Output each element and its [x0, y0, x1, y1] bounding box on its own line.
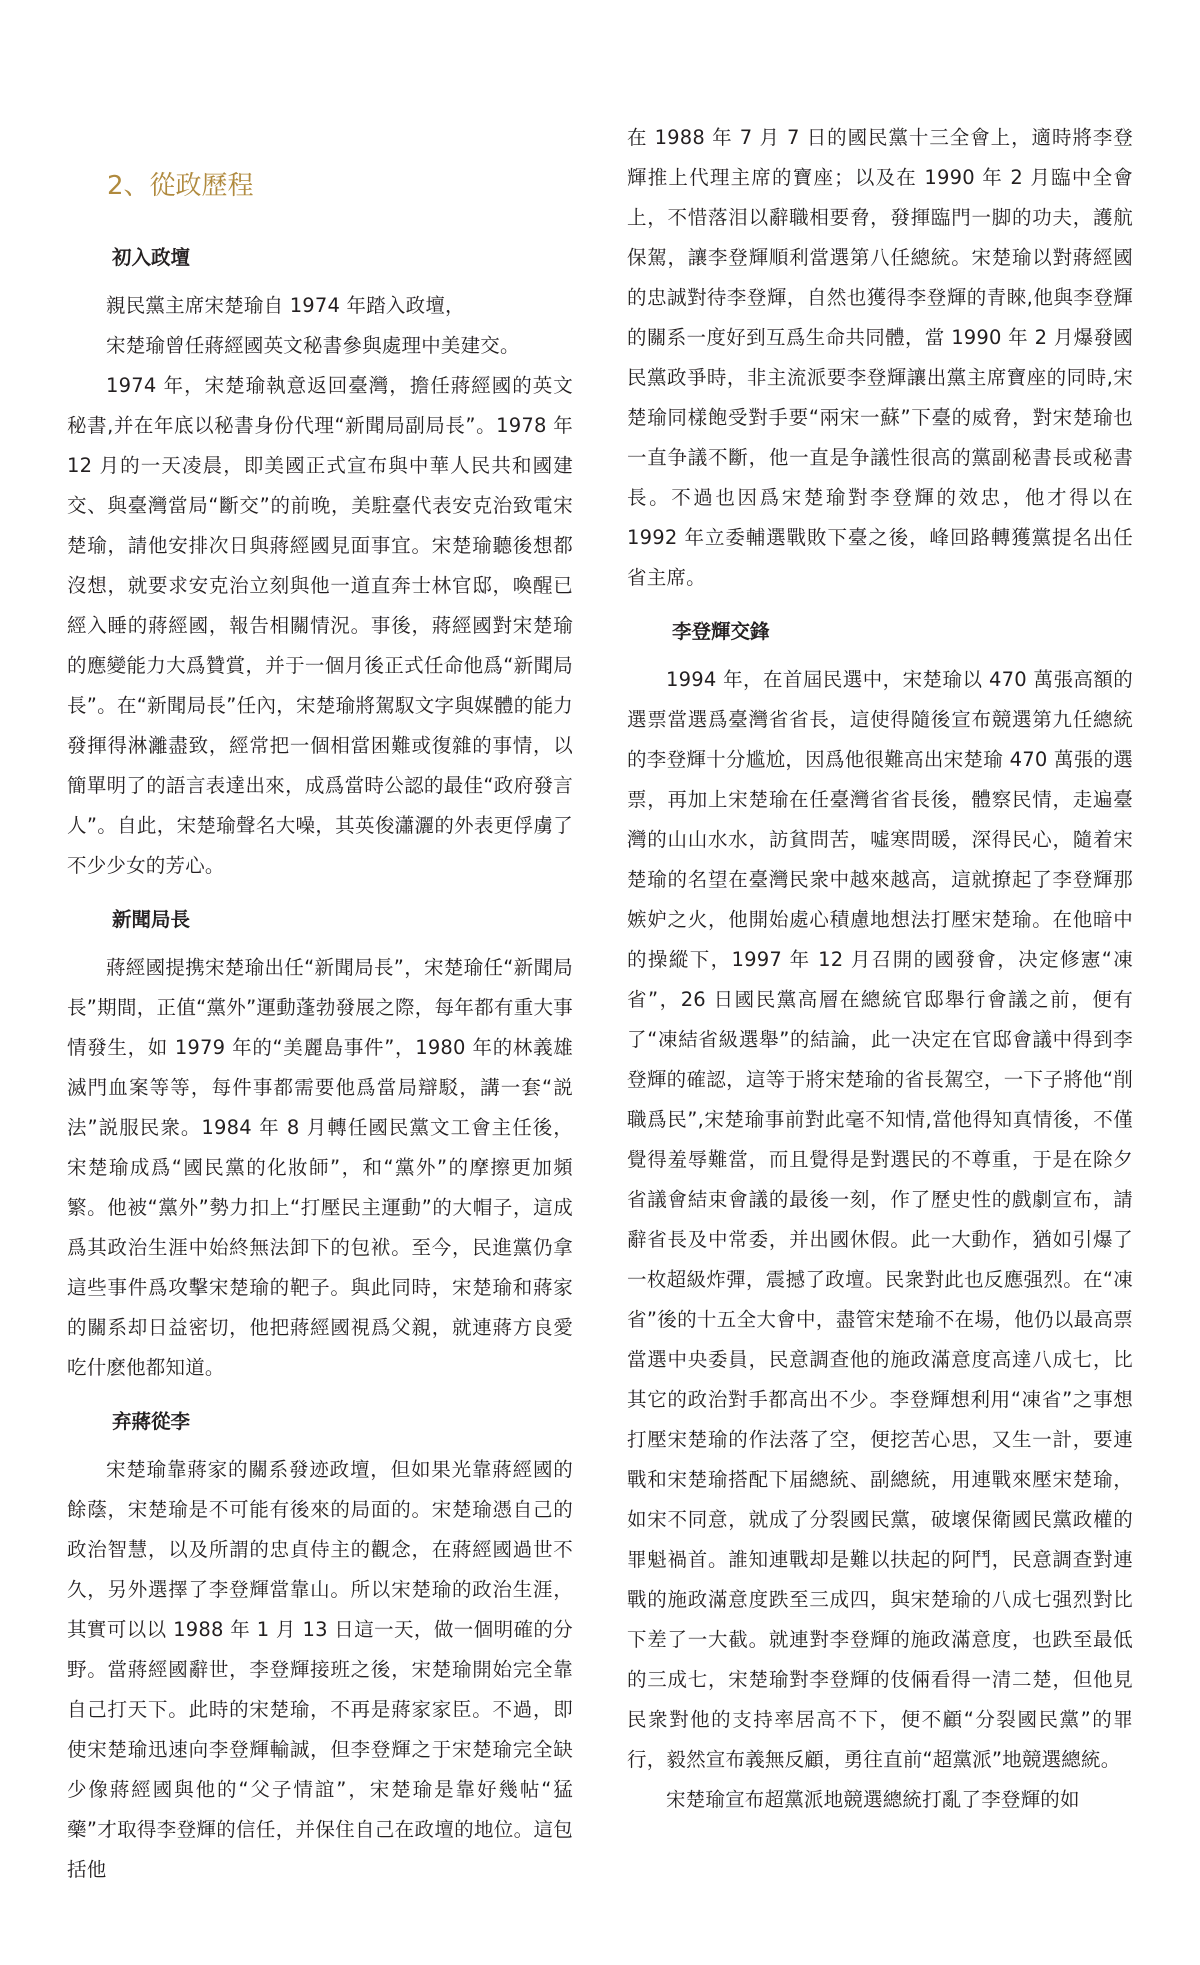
paragraph: 宋楚瑜宣布超黨派地競選總統打亂了李登輝的如	[666, 1788, 1080, 1811]
subhead-entering-politics: 初入政壇	[112, 246, 191, 269]
paragraph: 1994 年，在首屆民選中，宋楚瑜以 470 萬張高額的選票當選爲臺灣省省長，這使得隨後宣布競選第九任總統的李登輝十分尴尬，因爲他很難高出宋楚瑜 470 萬張的選票，再加上宋楚瑜在任臺灣省省長後，體察民情，走遍臺灣的山山水水，訪貧問苦，噓寒問暖，深得民心，隨着宋楚瑜的名望在臺灣民衆中越來越高，這就撩起了李登輝那嫉妒之火，他開始處心積慮地想法打壓宋楚瑜。在他暗中的操縱下，1997 年 12 月召開的國發會，决定修憲“凍省”，26 日國民黨高層在總統官邸舉行會議之前，便有了“凍結省級選舉”的結論，此一决定在官邸會議中得到李登輝的確認，這等于將宋楚瑜的省長駕空，一下子將他“削職爲民”,宋楚瑜事前對此毫不知情,當他得知真情後，不僅覺得羞辱難當，而且覺得是對選民的不尊重，于是在除夕省議會結束會議的最後一刻，作了歷史性的戲劇宣布，請辭省長及中常委，并出國休假。此一大動作，猶如引爆了一枚超級炸彈，震撼了政壇。民衆對此也反應强烈。在“凍省”後的十五全大會中，盡管宋楚瑜不在場，他仍以最高票當選中央委員，民意調查他的施政滿意度高達八成七，比其它的政治對手都高出不少。李登輝想利用“凍省”之事想打壓宋楚瑜的作法落了空，便挖苦心思，又生一計，要連戰和宋楚瑜搭配下届總統、副總統，用連戰來壓宋楚瑜，如宋不同意，就成了分裂國民黨，破壞保衛國民黨政權的罪魁禍首。誰知連戰却是難以扶起的阿鬥，民意調查對連戰的施政滿意度跌至三成四，與宋楚瑜的八成七强烈對比下差了一大截。就連對李登輝的施政滿意度，也跌至最低的三成七，宋楚瑜對李登輝的伎倆看得一清二楚，但他見民衆對他的支持率居高不下，便不顧“分裂國民黨”的罪行，毅然宣布義無反顧，勇往直前“超黨派”地競選總統。	[627, 668, 1133, 1771]
paragraph-continued: 在 1988 年 7 月 7 日的國民黨十三全會上，適時將李登輝推上代理主席的寶座；以及在 1990 年 2 月臨中全會上，不惜落泪以辭職相要脅，發揮臨門一脚的功夫，護航保駕，讓李登輝順利當選第八任總統。宋楚瑜以對蔣經國的忠誠對待李登輝，自然也獲得李登輝的青睞,他與李登輝的關系一度好到互爲生命共同體，當 1990 年 2 月爆發國民黨政爭時，非主流派要李登輝讓出黨主席寶座的同時,宋楚瑜同樣飽受對手要“兩宋一蘇”下臺的威脅，對宋楚瑜也一直争議不斷，他一直是争議性很高的黨副秘書長或秘書長。不過也因爲宋楚瑜對李登輝的效忠，他才得以在 1992 年立委輔選戰敗下臺之後，峰回路轉獲黨提名出任省主席。	[627, 126, 1133, 589]
paragraph: 蔣經國提携宋楚瑜出任“新聞局長”，宋楚瑜任“新聞局長”期間，正值“黨外”運動蓬勃發展之際，每年都有重大事情發生，如 1979 年的“美麗島事件”，1980 年的林義雄滅門血案等等，每件事都需要他爲當局辯駁，講一套“説法”説服民衆。1984 年 8 月轉任國民黨文工會主任後，宋楚瑜成爲“國民黨的化妝師”，和“黨外”的摩擦更加頻繁。他被“黨外”勢力扣上“打壓民主運動”的大帽子，這成爲其政治生涯中始終無法卸下的包袱。至今，民進黨仍拿這些事件爲攻擊宋楚瑜的靶子。與此同時，宋楚瑜和蔣家的關系却日益密切，他把蔣經國視爲父親，就連蔣方良愛吃什麽他都知道。	[67, 956, 573, 1379]
left-column	[67, 160, 573, 1904]
subhead-news-director: 新聞局長	[112, 908, 191, 931]
subhead-abandon-chiang: 弃蔣從李	[112, 1410, 191, 1433]
subhead-clash-with-lee: 李登輝交鋒	[672, 620, 770, 643]
section-title: 2、從政歷程	[107, 171, 254, 201]
paragraph: 宋楚瑜靠蔣家的關系發迹政壇，但如果光靠蔣經國的餘蔭，宋楚瑜是不可能有後來的局面的。宋楚瑜憑自己的政治智慧，以及所謂的忠貞侍主的觀念，在蔣經國過世不久，另外選擇了李登輝當靠山。所以宋楚瑜的政治生涯，其實可以以 1988 年 1 月 13 日這一天，做一個明確的分野。當蔣經國辭世，李登輝接班之後，宋楚瑜開始完全靠自己打天下。此時的宋楚瑜，不再是蔣家家臣。不過，即使宋楚瑜迅速向李登輝輸誠，但李登輝之于宋楚瑜完全缺少像蔣經國與他的“父子情誼”，宋楚瑜是靠好幾帖“猛藥”才取得李登輝的信任，并保住自己在政壇的地位。這包括他	[67, 1458, 573, 1881]
paragraph: 親民黨主席宋楚瑜自 1974 年踏入政壇，	[106, 294, 465, 317]
paragraph: 1974 年，宋楚瑜執意返回臺灣，擔任蔣經國的英文秘書,并在年底以秘書身份代理“新聞局副局長”。1978 年 12 月的一天凌晨，即美國正式宣布與中華人民共和國建交、與臺灣當局“斷交”的前晚，美駐臺代表安克治致電宋楚瑜，請他安排次日與蔣經國見面事宜。宋楚瑜聽後想都沒想，就要求安克治立刻與他一道直奔士林官邸，喚醒已經入睡的蔣經國，報告相關情況。事後，蔣經國對宋楚瑜的應變能力大爲贊賞，并于一個月後正式任命他爲“新聞局長”。在“新聞局長”任內，宋楚瑜將駕馭文字與媒體的能力發揮得淋灕盡致，經常把一個相當困難或復雜的事情，以簡單明了的語言表達出來，成爲當時公認的最佳“政府發言人”。自此，宋楚瑜聲名大噪，其英俊瀟灑的外表更俘虜了不少少女的芳心。	[67, 374, 573, 877]
right-column	[627, 118, 1133, 1834]
paragraph: 宋楚瑜曾任蔣經國英文秘書參與處理中美建交。	[106, 334, 520, 357]
